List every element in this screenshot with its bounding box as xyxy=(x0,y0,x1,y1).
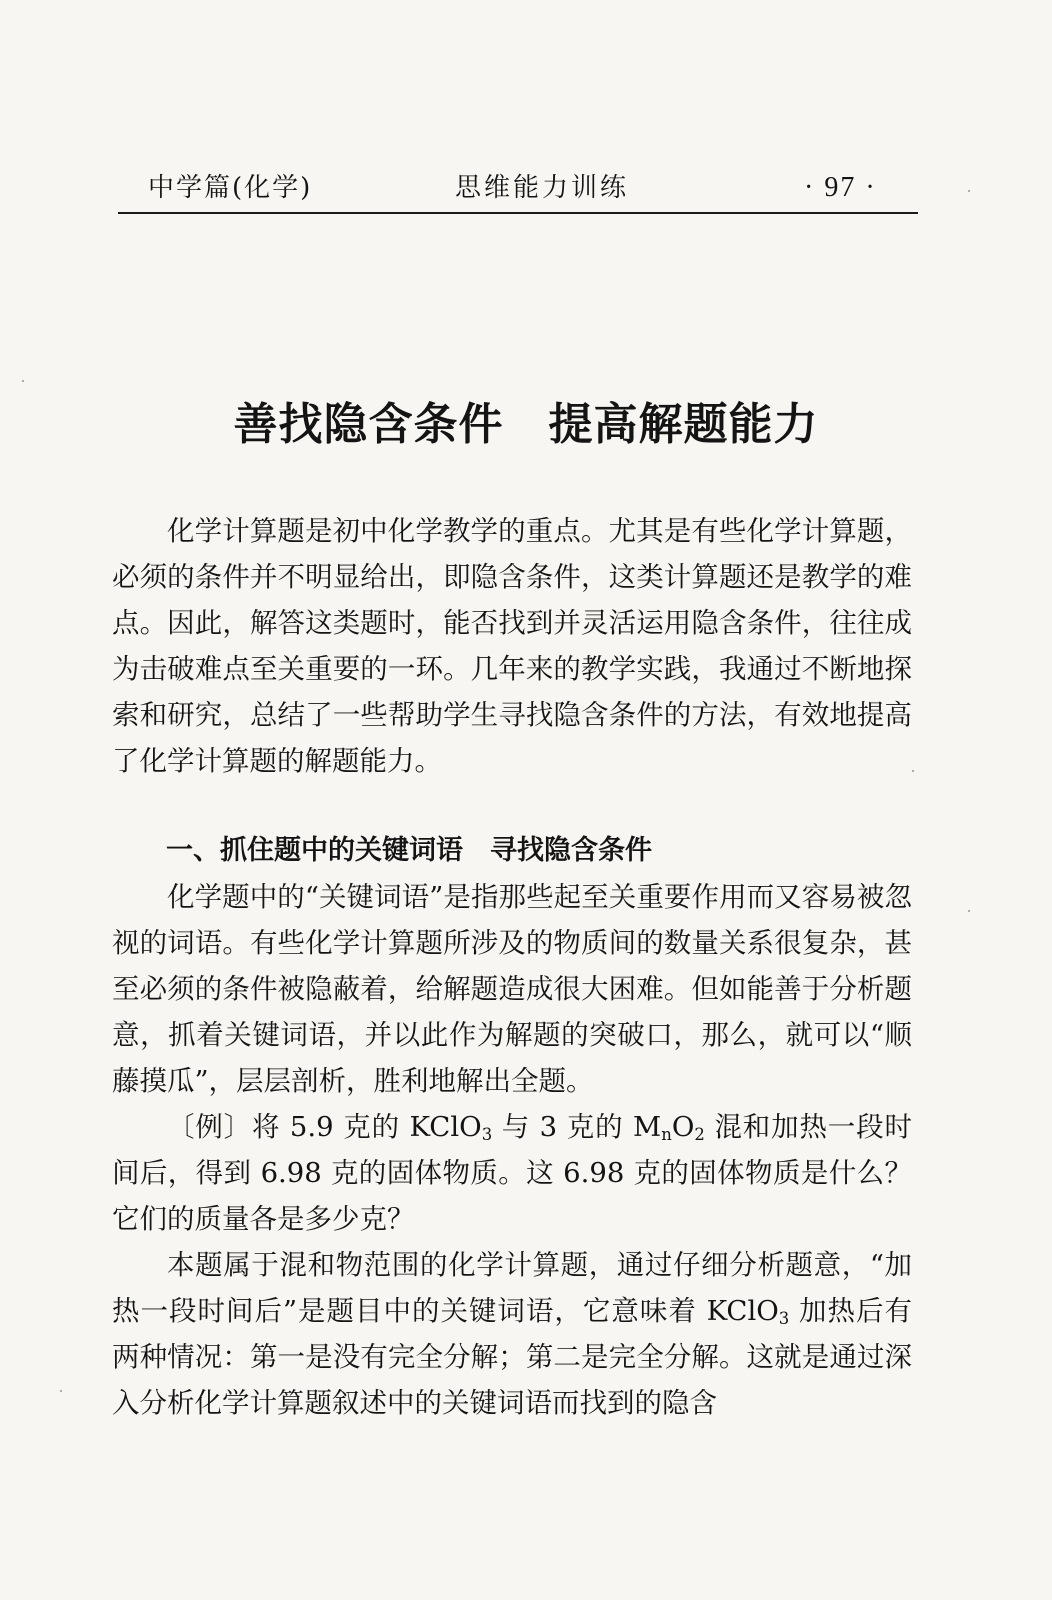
chemical-formula-kclo3: KClO$_3$ xyxy=(409,1111,493,1145)
analysis-paragraph xyxy=(112,1242,912,1426)
analysis-text: 加热后有两种情况：第一是没有完全分解；第二是完全分解。这就是通过深入分析化学计算题叙述中的关键词语而找到的隐含 xyxy=(112,1295,912,1419)
page-number: · 97 · xyxy=(804,172,877,203)
header-rule xyxy=(118,212,918,214)
chemical-formula-mno2: $M_nO_2$ xyxy=(633,1111,705,1145)
analysis-text: 本题属于混和物范围的化学计算题，通过仔细分析题意，“加热一段时间后”是题目中的关键词语，它意味着 xyxy=(112,1249,912,1327)
header-book-section: 中学篇(化学) xyxy=(148,173,313,203)
section-1 xyxy=(112,828,912,1426)
scan-speck xyxy=(968,190,970,192)
body-paragraph: 化学题中的“关键词语”是指那些起至关重要作用而又容易被忽视的词语。有些化学计算题所涉及的物质间的数量关系很复杂，甚至必须的条件被隐蔽着，给解题造成很大困难。但如能善于分析题意，抓着关键词语，并以此作为解题的突破口，那么，就可以“顺藤摸瓜”，层层剖析，胜利地解出全题。 xyxy=(112,881,912,1097)
example-text: 混和加热一段时间后，得到 6.98 克的固体物质。这 6.98 克的固体物质是什么？它们的质量各是多少克？ xyxy=(112,1111,912,1235)
article-title: 善找隐含条件 提高解题能力 xyxy=(233,399,819,451)
scan-speck xyxy=(22,380,24,382)
running-header xyxy=(118,168,918,212)
chemical-formula-kclo3: KClO$_3$ xyxy=(706,1295,790,1329)
intro-block xyxy=(112,508,912,784)
section-heading: 一、抓住题中的关键词语 寻找隐含条件 xyxy=(166,835,652,866)
scan-speck xyxy=(912,770,914,772)
scan-speck xyxy=(968,910,970,912)
header-series-title: 思维能力训练 xyxy=(455,173,630,203)
example-text: 〔例〕将 5.9 克的 xyxy=(167,1111,410,1143)
example-paragraph xyxy=(112,1104,912,1242)
scan-speck xyxy=(60,1390,62,1392)
example-text: 与 3 克的 xyxy=(492,1111,634,1143)
intro-paragraph: 化学计算题是初中化学教学的重点。尤其是有些化学计算题，必须的条件并不明显给出，即隐含条件，这类计算题还是教学的难点。因此，解答这类题时，能否找到并灵活运用隐含条件，往往成为击破难点至关重要的一环。几年来的教学实践，我通过不断地探索和研究，总结了一些帮助学生寻找隐含条件的方法，有效地提高了化学计算题的解题能力。 xyxy=(112,515,912,777)
